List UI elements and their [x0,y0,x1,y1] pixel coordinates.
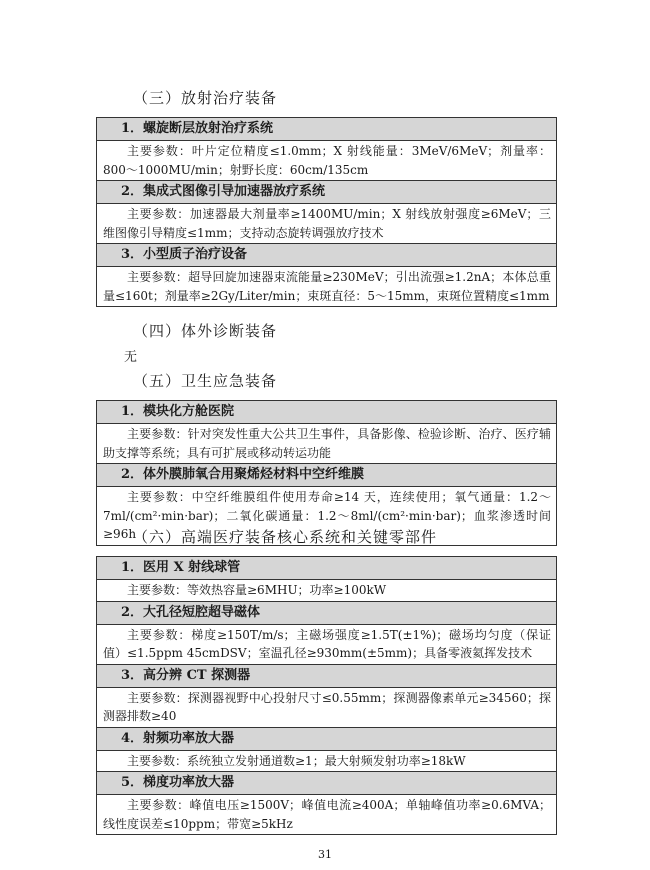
item-params: 主要参数：加速器最大剂量率≥1400MU/min；X 射线放射强度≥6MeV；三维图像引导精度≤1mm；支持动态旋转调强放疗技术 [97,204,557,244]
emergency-equipment-table [96,400,557,546]
none-text: 无 [124,350,138,365]
item-title: 1．医用 X 射线球管 [97,557,557,580]
item-title: 2．体外膜肺氧合用聚烯烃材料中空纤维膜 [97,464,557,487]
section-heading-emergency-equipment: （五）卫生应急装备 [133,372,278,390]
core-components-table [96,556,557,835]
item-title: 4．射频功率放大器 [97,727,557,750]
item-params: 主要参数：超导回旋加速器束流能量≥230MeV；引出流强≥1.2nA；本体总重量≤160t；剂量率≥2Gy/Liter/min；束斑直径：5～15mm，束斑位置精度≤1mm [97,267,557,307]
item-params: 主要参数：等效热容量≥6MHU；功率≥100kW [97,580,557,602]
item-params: 主要参数：针对突发性重大公共卫生事件，具备影像、检验诊断、治疗、医疗辅助支撑等系统；具有可扩展或移动转运功能 [97,424,557,464]
item-title: 1．模块化方舱医院 [97,401,557,424]
item-params: 主要参数：系统独立发射通道数≥1；最大射频发射功率≥18kW [97,750,557,772]
item-title: 3．小型质子治疗设备 [97,244,557,267]
item-title: 3．高分辨 CT 探测器 [97,664,557,687]
item-title: 2．大孔径短腔超导磁体 [97,601,557,624]
item-params: 主要参数：叶片定位精度≤1.0mm；X 射线能量：3MeV/6MeV；剂量率：800～1000MU/min；射野长度：60cm/135cm [97,141,557,181]
item-title: 2．集成式图像引导加速器放疗系统 [97,181,557,204]
item-params: 主要参数：中空纤维膜组件使用寿命≥14 天，连续使用；氧气通量：1.2～7ml/(cm²·min·bar)；二氧化碳通量：1.2～8ml/(cm²·min·bar)；血浆渗透时间≥96h [97,487,557,546]
item-params: 主要参数：探测器视野中心投射尺寸≤0.55mm；探测器像素单元≥34560；探测器排数≥40 [97,687,557,727]
item-title: 1．螺旋断层放射治疗系统 [97,118,557,141]
page-number: 31 [318,848,332,861]
section-heading-in-vitro-diagnostics: （四）体外诊断装备 [133,322,278,340]
item-params: 主要参数：峰值电压≥1500V；峰值电流≥400A；单轴峰值功率≥0.6MVA；线性度误差≤10ppm；带宽≥5kHz [97,795,557,835]
section-heading-radiotherapy: （三）放射治疗装备 [133,89,278,107]
item-params: 主要参数：梯度≥150T/m/s；主磁场强度≥1.5T(±1%)；磁场均匀度（保证值）≤1.5ppm 45cmDSV；室温孔径≥930mm(±5mm)；具备零液氦挥发技术 [97,624,557,664]
item-title: 5．梯度功率放大器 [97,772,557,795]
radiotherapy-equipment-table [96,117,557,307]
section-heading-core-components: （六）高端医疗装备核心系统和关键零部件 [133,528,438,546]
